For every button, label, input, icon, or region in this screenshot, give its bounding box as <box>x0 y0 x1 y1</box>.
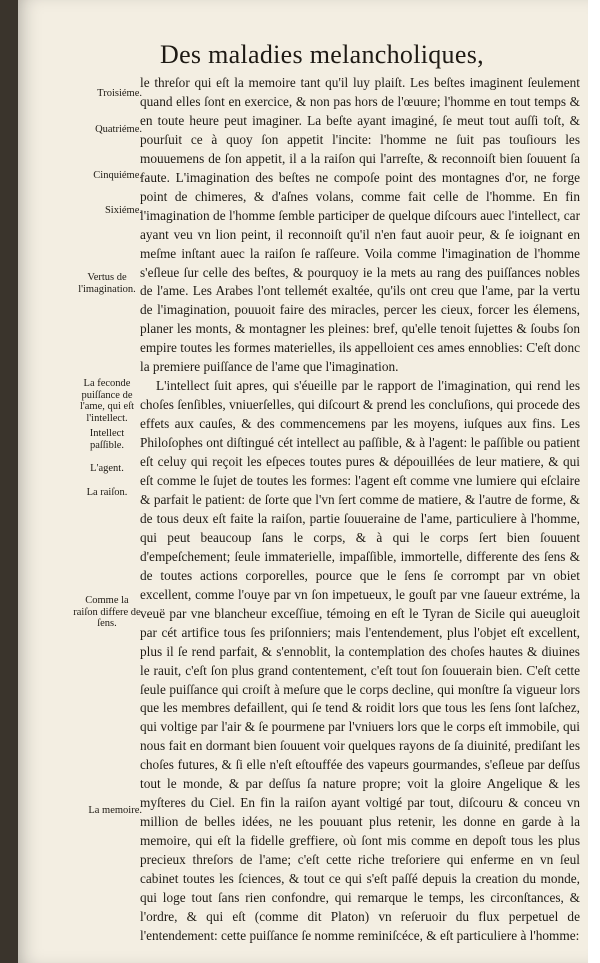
margin-note-memoire: La memoire. <box>88 805 142 816</box>
margin-note-raison-sens: Comme la raiſon differe de ſens. <box>73 595 141 629</box>
margin-note-cinquieme: Cinquiéme. <box>93 170 142 181</box>
paragraph: le threſor qui eſt la memoire tant qu'il luy plaiſt. Les beſtes imaginent ſeulement quand elles ſont en exercice, & non pas hors de l'œuure; l'homme en tout temps & en toute heure peut imaginer. La beſte ayant imaginé, ſe meut tout auſſi toſt, & pourſuit ce à quoy ſon appetit l'incite: l'homme ne ſuit pas touſiours les mouuemens de ſon appetit, il a la raiſon qui l'arreſte, & reconnoiſt bien ſouuent ſa faute. L'imagination des beſtes ne compoſe point des montagnes d'or, ne forge point de chimeres, & d'aſnes volans, comme fait celle de l'homme. En fin l'imagination de l'homme ſemble participer de quelque diſcours auec l'intellect, car ayant veu vn lion peint, il reconnoiſt qu'il n'en faut auoir peur, & ſe ioignant en meſme inſtant auec la raiſon ſe raſſeure. Voila comme l'imagination de l'homme s'eſleue ſur celle des beſtes, & pourquoy ie la mets au rang des puiſſances nobles de l'ame. Les Arabes l'ont tellemét exaltée, qu'ils ont creu que l'ame, par la vertu de l'imagination, pouuoit faire des miracles, percer les cieux, forcer les élemens, planer les monts, & montagner les pleines: bref, qu'elle tenoit ſujettes & ſoubs ſon empire toutes les formes materielles, ils appelloient ces ames ennoblies: C'eſt donc la premiere puiſſance de l'ame que l'imagination. <box>140 75 580 375</box>
paragraph: L'intellect ſuit apres, qui s'éueille par le rapport de l'imagination, qui rend les choſes ſenſibles, vniuerſelles, qui diſcourt & prend les concluſions, qui procede des effets aux cauſes, & des commencemens par les moyens, iuſques aux fins. Les Philoſophes ont diſtingué cét intellect au paſſible, & à l'agent: le paſſible ou patient eſt celuy qui reçoit les eſpeces toutes pures & dépouillées de leur matiere, & qui eſt comme le ſujet de toutes les formes: l'agent eſt comme vne lumiere qui eſclaire & parfait le patient: de ſorte que l'vn ſert comme de matiere, & l'autre de forme, & de tous deux eſt faite la raiſon, partie ſouueraine de l'ame, particuliere à l'homme, qui peut beaucoup ſans le corps, & à qui le corps ſert bien ſouuent d'empeſchement; ſeule immaterielle, impaſſible, immortelle, differente des ſens & de toutes actions corporelles, pource que le ſens ſe corrompt par vn obiet excellent, comme l'ouye par vn ſon impetueux, le gouſt par vne ſaueur extréme, la veuë par vne blancheur exceſſiue, témoing en eſt le Tyran de Sicile qui aueugloit par cét artifice tous ſes priſonniers; mais l'entendement, plus l'objet eſt excellent, plus il ſe rend parfait, & s'ennoblit, la contemplation des choſes hautes & diuines le rauit, c'eſt ſon plus grand contentement, c'eſt tout ſon ſouuerain bien. C'eſt cette ſeule puiſſance qui croiſt à meſure que le corps decline, qui monſtre ſa vigueur lors que les membres defaillent, qui ſe tend & roidit lors que tous les ſens ſont laſchez, qui voltige par l'air & ſe pourmene par l'vniuers lors que le corps eſt immobile, qui nous fait en dormant bien ſouuent voir quelques rayons de ſa diuinité, prediſant les choſes futures, & ſi elle n'eſt eſtouffée des vapeurs gourmandes, s'eſleue par deſſus tout le monde, & par deſſus ſa nature propre; voit la gloire Angelique & les myſteres du Ciel. En fin la raiſon ayant voltigé par tout, diſcouru & conceu vn million de belles idées, ne les pouuant plus retenir, les donne en garde à la memoire, qui eſt la fidelle greffiere, où ſont mis comme en depoſt tous les plus precieux threſors de l'ame; c'eſt cette riche treſoriere qui enferme en vn ſeul cabinet toutes les ſciences, & tout ce qui s'eſt paſſé depuis la creation du monde, qui loge tout ſans rien confondre, qui remarque le temps, les circonſtances, & l'ordre, & qui eſt (comme dit Platon) vn reſeruoir du flux perpetuel de l'entendement: cette puiſſance ſe nomme reminiſcéce, & eſt particuliere à l'homme: <box>140 378 580 943</box>
margin-note-agent: L'agent. <box>90 463 124 474</box>
margin-note-sixieme: Sixiéme. <box>104 205 142 216</box>
running-title: Des maladies melancholiques, <box>160 40 484 69</box>
margin-note-intellect-passible: Intellect paſſible. <box>89 428 125 451</box>
body-text <box>140 74 580 946</box>
margin-note-vertus-imagination: Vertus de l'imagination. <box>78 272 136 295</box>
margin-note-troisieme: Troisiéme. <box>97 88 142 99</box>
margin-note-quatrieme: Quatriéme. <box>95 124 142 135</box>
margin-note-seconde-puissance: La feconde puiſſance de l'ame, qui eſt l'intellect. <box>79 378 135 424</box>
book-gutter <box>0 0 18 963</box>
margin-note-raison: La raiſon. <box>86 487 128 498</box>
